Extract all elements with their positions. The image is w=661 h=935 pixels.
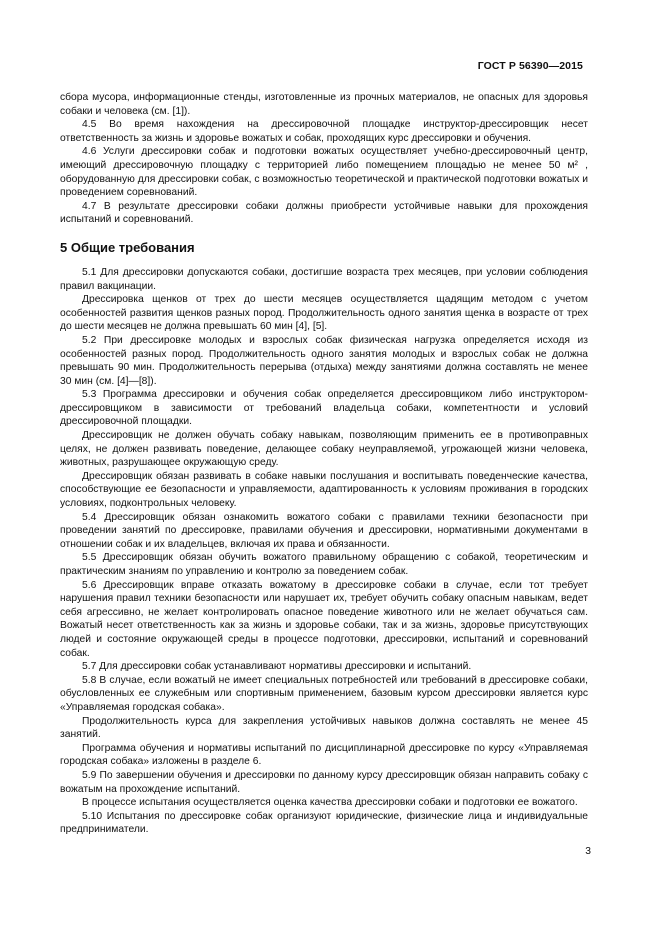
page-number: 3 bbox=[585, 846, 591, 857]
paragraph: 5.4 Дрессировщик обязан ознакомить вожатого собаки с правилами техники безопасности при проведении занятий по дрессировке, правилами обучения и дрессировки, нормативными документами в отношении собак и их владельцев, включая их права и обязанности. bbox=[60, 511, 588, 550]
paragraph: 5.9 По завершении обучения и дрессировки по данному курсу дрессировщик обязан направить собаку с вожатым на прохождение испытаний. bbox=[60, 769, 588, 795]
paragraph: Дрессировщик не должен обучать собаку навыкам, позволяющим применить ее в противоправных целях, не должен развивать поведение, делающее собаку неуправляемой, угрожающей жизни человека, животных, разрушающее окружающую среду. bbox=[60, 430, 588, 469]
paragraph: 4.7 В результате дрессировки собаки должны приобрести устойчивые навыки для прохождения испытаний и соревнований. bbox=[60, 200, 588, 226]
paragraph: Продолжительность курса для закрепления устойчивых навыков должна составлять не менее 45 занятий. bbox=[60, 715, 588, 741]
paragraph: сбора мусора, информационные стенды, изготовленные из прочных материалов, не опасных для здоровья собаки и человека (см. [1]). bbox=[60, 92, 588, 117]
paragraph: В процессе испытания осуществляется оценка качества дрессировки собаки и подготовки ее вожатого. bbox=[82, 797, 578, 809]
paragraph: Программа обучения и нормативы испытаний по дисциплинарной дрессировке по курсу «Управляемая городская собака» изложены в разделе 6. bbox=[60, 742, 588, 768]
paragraph: 5.10 Испытания по дрессировке собак организуют юридические, физические лица и индивидуальные предприниматели. bbox=[60, 810, 588, 836]
paragraph: Дрессировщик обязан развивать в собаке навыки послушания и воспитывать поведенческие качества, способствующие ее безопасности и управляемости, адаптированность к условиям проживания в городских условиях, подконтрольных человеку. bbox=[60, 470, 588, 510]
paragraph: 5.2 При дрессировке молодых и взрослых собак физическая нагрузка определяется исходя из особенностей разных пород. Продолжительность одного занятия молодых и взрослых собак не должна превышать 90 мин. Продолжительность перерыва (отдыха) между занятиями должна составлять не менее 30 мин (см. [4]—[8]). bbox=[60, 334, 588, 387]
page-body bbox=[60, 91, 588, 837]
paragraph: Дрессировка щенков от трех до шести месяцев осуществляется щадящим методом с учетом особенностей развития щенков разных пород. Продолжительность одного занятия щенка в возрасте от трех до шести месяцев не должна превышать 60 мин [4], [5]. bbox=[60, 294, 588, 333]
paragraph: 5.6 Дрессировщик вправе отказать вожатому в дрессировке собаки в случае, если тот требует нарушения правил техники безопасности или нарушает их, требует обучить собаку опасным навыкам, ведет себя агрессивно, не желает контролировать опасное поведение животного или не желает обучаться сам. Вожатый несет ответственность как за жизнь и здоровье собаки, так и за жизнь, здоровье присутствующих людей и состояние окружающей среды в процессе подготовки, дрессировки, испытаний и соревнований собак. bbox=[60, 579, 588, 659]
paragraph: 4.5 Во время нахождения на дрессировочной площадке инструктор-дрессировщик несет ответственность за жизнь и здоровье вожатых и собак, проходящих курс дрессировки и обучения. bbox=[60, 119, 588, 144]
paragraph: 5.3 Программа дрессировки и обучения собак определяется дрессировщиком либо инструктором-дрессировщиком в зависимости от требований владельца собаки, компетентности и условий дрессировочной площадки. bbox=[60, 389, 588, 428]
paragraph: 5.7 Для дрессировки собак устанавливают нормативы дрессировки и испытаний. bbox=[82, 661, 472, 673]
section-heading: 5 Общие требования bbox=[60, 239, 195, 255]
paragraph: 5.8 В случае, если вожатый не имеет специальных потребностей или требований в дрессировке собаки, обусловленных ее служебным или спортивным применением, базовым курсом дрессировки является курс «Управляемая городская собака». bbox=[60, 674, 588, 713]
paragraph: 4.6 Услуги дрессировки собак и подготовки вожатых осуществляет учебно-дрессировочный центр, имеющий дрессировочную площадку с территорией либо помещением площадью не менее 50 м² , оборудованную для дрессировки собак, с возможностью теоретической и практической подготовки вожатых и проведением соревнований. bbox=[60, 146, 588, 199]
paragraph: 5.5 Дрессировщик обязан обучить вожатого правильному обращению с собакой, теоретическим и практическим знаниям по управлению и контролю за поведением собак. bbox=[60, 552, 588, 577]
document-code: ГОСТ Р 56390—2015 bbox=[477, 60, 583, 72]
paragraph: 5.1 Для дрессировки допускаются собаки, достигшие возраста трех месяцев, при условии соблюдения правил вакцинации. bbox=[60, 266, 588, 292]
